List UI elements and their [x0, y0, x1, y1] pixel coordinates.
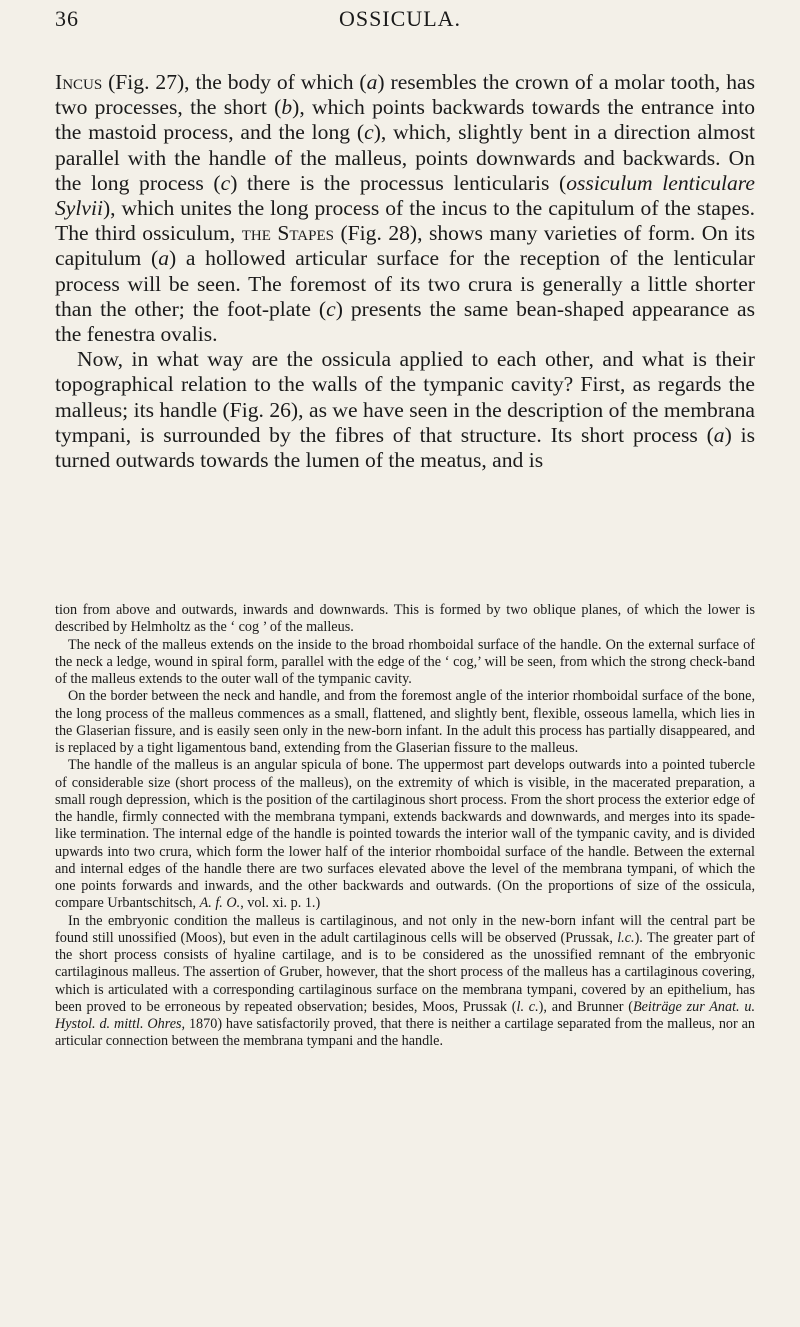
footnote-neck: The neck of the malleus extends on the inside to the broad rhomboidal surface of the handle. On the external surface of the neck a ledge, wound in spiral form, parallel with the edge of the ‘ cog,’ will be seen, from which the strong check-band of the malleus extends to the outer wall of the tympanic cavity. [55, 636, 755, 687]
paragraph-incus: Incus (Fig. 27), the body of which (a) resembles the crown of a molar tooth, has two processes, the short (b), which points backwards towards the entrance into the mastoid process, and the long (c), which, slightly bent in a direction almost parallel with the handle of the malleus, points downwards and backwards. On the long process (c) there is the processus lenticularis (ossiculum lenticulare Sylvii), which unites the long process of the incus to the capitulum of the stapes. The third ossiculum, the Stapes (Fig. 28), shows many varieties of form. On its capitulum (a) a hollowed articular surface for the reception of the lenticular process will be seen. The foremost of its two crura is generally a little shorter than the other; the foot-plate (c) presents the same bean-shaped appearance as the fenestra ovalis. [55, 70, 756, 347]
footnote-long-process: On the border between the neck and handle, and from the foremost angle of the interior rhomboidal surface of the bone, the long process of the malleus commences as a small, flattened, and slightly bent, flexible, osseous lamella, which lies in the Glaserian fissure, and is easily seen only in the new-born infant. In the adult this process has partially disappeared, and is replaced by a tight ligamentous band, extending from the Glaserian fissure to the malleus. [55, 688, 755, 756]
footnote-continuation: tion from above and outwards, inwards and downwards. This is formed by two oblique planes, of which the lower is described by Helmholtz as the ‘ cog ’ of the malleus. [55, 602, 755, 636]
page-number: 36 [55, 6, 79, 31]
footnote-embryonic: In the embryonic condition the malleus is cartilaginous, and not only in the new-born infant will the central part be found still unossified (Moos), but even in the adult cartilaginous cells will be observed (Prussak, l.c.). The greater part of the short process consists of hyaline cartilage, and is to be considered as the unossified remnant of the embryonic cartilaginous malleus. The assertion of Gruber, however, that the short process of the malleus has a cartilaginous covering, which is articulated with a corresponding cartilaginous surface on the membrana tympani, covered by an epithelium, has been proved to be erroneous by repeated observation; besides, Moos, Prussak (l. c.), and Brunner (Beiträge zur Anat. u. Hystol. d. mittl. Ohres, 1870) have satisfactorily proved, that there is neither a cartilage separated from the malleus, nor an articular connection between the membrana tympani and the handle. [55, 912, 755, 1050]
page-header [55, 6, 745, 30]
main-text [55, 70, 755, 473]
running-title: OSSICULA. [338, 6, 462, 31]
footnotes [55, 602, 755, 1051]
footnote-handle: The handle of the malleus is an angular spicula of bone. The uppermost part develops outwards into a pointed tubercle of considerable size (short process of the malleus), on the extremity of which is visible, in the macerated preparation, a small rough depression, which is the position of the cartilaginous short process. From the short process the exterior edge of the handle, firmly connected with the membrana tympani, extends backwards and downwards, and merges into its spade-like termination. The internal edge of the handle is pointed towards the interior wall of the tympanic cavity, and is divided upwards into two crura, which form the lower half of the interior rhomboidal surface of the handle. Between the external and internal edges of the handle there are two surfaces elevated above the level of the membrana tympani, of which the one points forwards and inwards, and the other backwards and outwards. (On the proportions of size of the ossicula, compare Urbantschitsch, A. f. O., vol. xi. p. 1.) [55, 757, 755, 912]
paragraph-topography: Now, in what way are the ossicula applied to each other, and what is their topographical relation to the walls of the tympanic cavity? First, as regards the malleus; its handle (Fig. 26), as we have seen in the description of the membrana tympani, is surrounded by the fibres of that structure. Its short process (a) is turned outwards towards the lumen of the meatus, and is [55, 347, 755, 473]
